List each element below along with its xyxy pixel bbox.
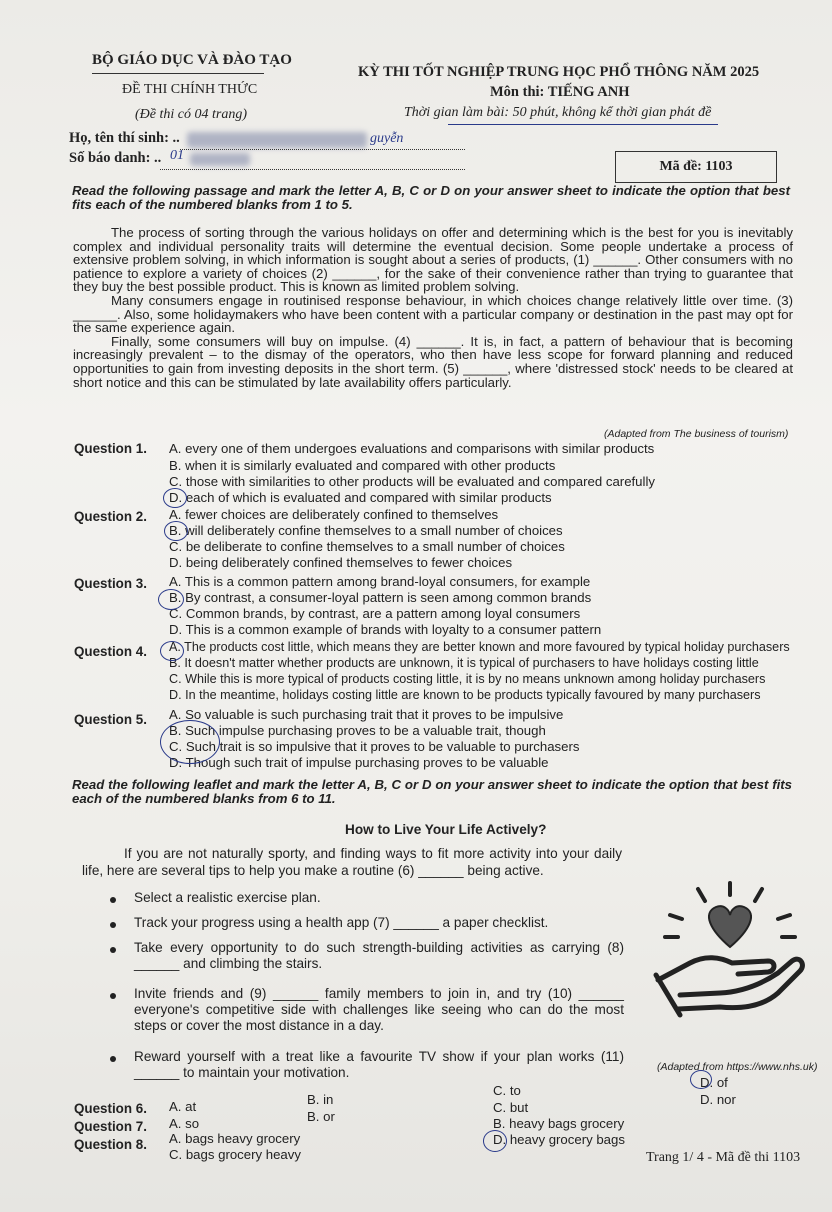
- official-label: ĐỀ THI CHÍNH THỨC: [122, 82, 258, 97]
- answer-mark-q6: [690, 1070, 712, 1089]
- question-8-option-c: C. bags grocery heavy: [169, 1147, 301, 1162]
- exam-title: KỲ THI TỐT NGHIỆP TRUNG HỌC PHỔ THÔNG NĂM 2025: [358, 64, 760, 80]
- page-count: (Đề thi có 04 trang): [135, 107, 247, 122]
- question-1-option-a: A. every one of them undergoes evaluations and comparisons with similar products: [169, 441, 655, 456]
- leaflet-tip-5: Reward yourself with a treat like a favourite TV show if your plan works (11) ______ to maintain your motivation.: [134, 1049, 624, 1080]
- subject: Môn thi: TIẾNG ANH: [490, 84, 630, 100]
- leaflet-tip-3: Take every opportunity to do such strength-building activities as carrying (8) ______ and climbing the stairs.: [134, 940, 624, 971]
- bullet-dot: [110, 897, 116, 903]
- leaflet-title: How to Live Your Life Actively?: [345, 822, 547, 837]
- question-5-option-b: B. Such impulse purchasing proves to be a valuable trait, though: [169, 723, 546, 738]
- question-2-option-d: D. being deliberately confined themselves to fewer choices: [169, 555, 513, 570]
- question-7-label: Question 7.: [74, 1119, 147, 1134]
- answer-mark-q5: [160, 720, 220, 764]
- page-footer: Trang 1/ 4 - Mã đề thi 1103: [646, 1150, 801, 1165]
- question-7-option-d: D. nor: [700, 1092, 736, 1107]
- question-7-option-c: C. but: [493, 1100, 529, 1115]
- question-6-option-b: B. in: [307, 1092, 334, 1107]
- question-8-option-d: D. heavy grocery bags: [493, 1132, 625, 1147]
- question-5-option-a: A. So valuable is such purchasing trait that it proves to be impulsive: [169, 707, 564, 722]
- name-label: Họ, tên thí sinh: ..: [69, 130, 180, 146]
- ministry-name: BỘ GIÁO DỤC VÀ ĐÀO TẠO: [92, 52, 292, 68]
- answer-mark-q2: [164, 521, 188, 541]
- question-6-option-a: A. at: [169, 1099, 197, 1114]
- header-divider: [92, 73, 264, 74]
- bullet-dot: [110, 922, 116, 928]
- question-3-option-a: A. This is a common pattern among brand-loyal consumers, for example: [169, 574, 591, 589]
- question-2-label: Question 2.: [74, 509, 147, 524]
- question-2-option-c: C. be deliberate to confine themselves to a small number of choices: [169, 539, 565, 554]
- answer-mark-q3: [158, 589, 184, 610]
- exam-code-box: Mã đề: 1103: [615, 151, 777, 183]
- passage: [73, 226, 793, 389]
- question-1-label: Question 1.: [74, 441, 147, 456]
- leaflet-intro: If you are not naturally sporty, and finding ways to fit more activity into your daily life, here are several tips to help you make a routine (6) ______ being active.: [82, 846, 622, 878]
- question-3-label: Question 3.: [74, 576, 147, 591]
- question-8-option-a: A. bags heavy grocery: [169, 1131, 301, 1146]
- question-8-option-b: B. heavy bags grocery: [493, 1116, 625, 1131]
- id-label: Số báo danh: ..: [69, 150, 162, 166]
- redacted-id: [190, 153, 250, 166]
- question-3-option-c: C. Common brands, by contrast, are a pattern among loyal consumers: [169, 606, 581, 621]
- leaflet-tip-1: Select a realistic exercise plan.: [134, 890, 321, 905]
- question-7-option-a: A. so: [169, 1116, 200, 1131]
- section2-instruction: Read the following leaflet and mark the letter A, B, C or D on your answer sheet to indicate the option that best fits each of the numbered blanks from 6 to 11.: [72, 777, 792, 806]
- question-6-option-c: C. to: [493, 1083, 521, 1098]
- name-dotline: [180, 149, 465, 150]
- question-1-option-d: D. each of which is evaluated and compared with similar products: [169, 490, 552, 505]
- question-5-label: Question 5.: [74, 712, 147, 727]
- answer-mark-q1: [163, 488, 187, 508]
- bullet-dot: [110, 947, 116, 953]
- bullet-dot: [110, 993, 116, 999]
- question-1-option-c: C. those with similarities to other products will be evaluated and compared carefully: [169, 474, 655, 489]
- question-3-option-d: D. This is a common example of brands with loyalty to a consumer pattern: [169, 622, 602, 637]
- passage-paragraph-2: Many consumers engage in routinised response behaviour, in which choices change relatively little over time. (3) ______. Also, some holidaymakers who have been content with a particular company or destination in the past may opt for the same experience again.: [73, 292, 793, 336]
- pen-underline: [448, 124, 718, 125]
- leaflet-tip-4: Invite friends and (9) ______ family members to join in, and try (10) ______ everyone's competitive side with challenges like seeing who can do the most steps or cover the most distance in a day.: [134, 986, 624, 1033]
- passage-paragraph-3: Finally, some consumers will buy on impulse. (4) ______. It is, in fact, a pattern of behaviour that is becoming increasingly prevalent – to the dismay of the operators, who then have less scope for forward planning and reduced opportunities to gain from investing deposits in the short term. (5) ______, where 'distressed stock' needs to be cleared at short notice and this can be stimulated by late availability offers particularly.: [73, 333, 793, 390]
- bullet-dot: [110, 1056, 116, 1062]
- leaflet-source: (Adapted from https://www.nhs.uk): [657, 1061, 818, 1073]
- handwritten-id: 01: [170, 148, 184, 163]
- question-2-option-a: A. fewer choices are deliberately confined to themselves: [169, 507, 499, 522]
- question-5-option-c: C. Such trait is so impulsive that it proves to be valuable to purchasers: [169, 739, 580, 754]
- exam-time: Thời gian làm bài: 50 phút, không kể thời gian phát đề: [404, 105, 712, 120]
- answer-mark-q8: [483, 1130, 507, 1152]
- question-6-option-d: D. of: [700, 1075, 728, 1090]
- question-6-label: Question 6.: [74, 1101, 147, 1116]
- question-4-option-b: B. It doesn't matter whether products are unknown, it is typical of purchasers to have holidays costing little: [169, 656, 759, 670]
- question-5-option-d: D. Though such trait of impulse purchasing proves to be valuable: [169, 755, 549, 770]
- question-4-label: Question 4.: [74, 644, 147, 659]
- passage-paragraph-1: The process of sorting through the various holidays on offer and determining which is the best for you is inevitably complex and individual personality traits will determine the eventual decision. Some people undertake a process of extensive problem solving, in which information is sought about a series of products, (1) ______. Other consumers with no patience to explore a variety of choices (2) ______, for the sake of their convenience rather than trying to guarantee that they buy the best possible product. This is known as limited problem solving.: [73, 225, 793, 295]
- leaflet-tip-2: Track your progress using a health app (7) ______ a paper checklist.: [134, 915, 549, 930]
- question-4-option-a: A. The products cost little, which means they are better known and more favoured by typical holiday purchasers: [169, 640, 790, 654]
- redacted-name: [187, 132, 367, 148]
- question-1-option-b: B. when it is similarly evaluated and compared with other products: [169, 458, 556, 473]
- question-2-option-b: B. will deliberately confine themselves to a small number of choices: [169, 523, 563, 538]
- question-7-option-b: B. or: [307, 1109, 335, 1124]
- passage-source: (Adapted from The business of tourism): [604, 428, 789, 440]
- section1-instruction: Read the following passage and mark the letter A, B, C or D on your answer sheet to indicate the option that best fits each of the numbered blanks from 1 to 5.: [72, 183, 790, 212]
- answer-mark-q4: [160, 641, 184, 661]
- heart-hand-icon: [650, 875, 810, 1025]
- question-4-option-c: C. While this is more typical of products costing little, it is by no means unknown among holiday purchasers: [169, 672, 766, 686]
- question-8-label: Question 8.: [74, 1137, 147, 1152]
- handwritten-name: guyễn: [370, 131, 404, 146]
- question-4-option-d: D. In the meantime, holidays costing little are known to be products typically favoured by many purchasers: [169, 688, 761, 702]
- question-3-option-b: B. By contrast, a consumer-loyal pattern is seen among common brands: [169, 590, 592, 605]
- id-dotline: [160, 169, 465, 170]
